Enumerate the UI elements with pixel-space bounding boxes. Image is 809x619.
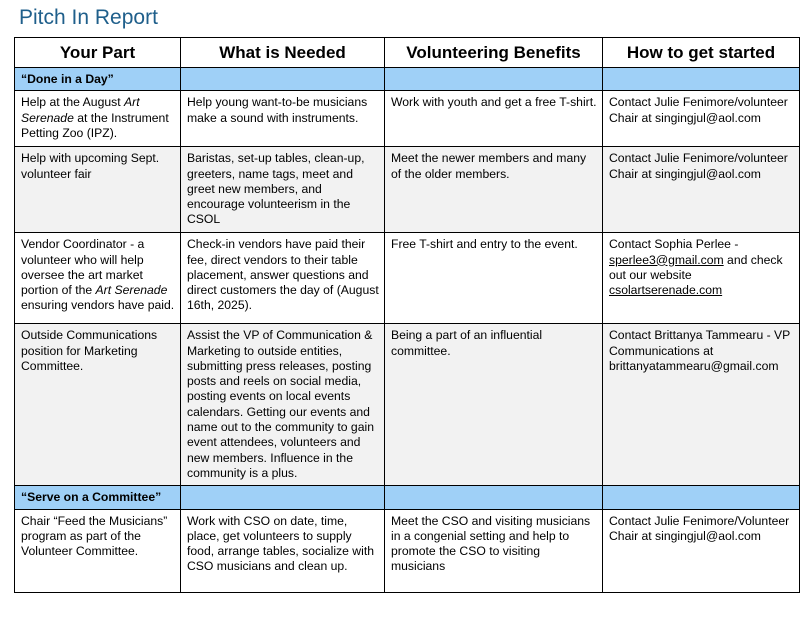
section-label: “Done in a Day” [15, 68, 181, 91]
your-part-cell: Chair “Feed the Musicians” program as part of the Volunteer Committee. [15, 509, 181, 592]
header-volunteering-benefits: Volunteering Benefits [385, 38, 603, 68]
table-row [15, 147, 800, 233]
benefits-cell: Work with youth and get a free T-shirt. [385, 91, 603, 147]
section-row-serve-on-a-committee [15, 486, 800, 509]
benefits-cell: Being a part of an influential committee. [385, 324, 603, 486]
start-cell: Contact Sophia Perlee - sperlee3@gmail.com and check out our website csolartserenade.com [603, 233, 800, 324]
website-link[interactable]: csolartserenade.com [609, 283, 723, 298]
header-how-to-get-started: How to get started [603, 38, 800, 68]
header-what-is-needed: What is Needed [181, 38, 385, 68]
email-link[interactable]: sperlee3@gmail.com [609, 252, 724, 267]
table-row [15, 324, 800, 486]
table-row [15, 91, 800, 147]
needed-cell: Check-in vendors have paid their fee, direct vendors to their table placement, answer questions and direct customers the day of (August 16th, 2025). [181, 233, 385, 324]
start-cell: Contact Julie Fenimore/volunteer Chair at singingjul@aol.com [603, 147, 800, 233]
start-cell: Contact Julie Fenimore/volunteer Chair at singingjul@aol.com [603, 91, 800, 147]
needed-cell: Work with CSO on date, time, place, get volunteers to supply food, arrange tables, socialize with CSO musicians and clean up. [181, 509, 385, 592]
page-title: Pitch In Report [19, 6, 158, 29]
section-label: “Serve on a Committee” [15, 486, 181, 509]
header-your-part: Your Part [15, 38, 181, 68]
section-row-done-in-a-day [15, 68, 800, 91]
header-row [15, 38, 800, 68]
your-part-cell: Vendor Coordinator - a volunteer who will help oversee the art market portion of the Art Serenade ensuring vendors have paid. [15, 233, 181, 324]
needed-cell: Assist the VP of Communication & Marketing to outside entities, submitting press releases, posting posts and reels on social media, posting events on local events calendars. Getting our events and name out to the community to gain event attendees, volunteers and new members. Influence in the community is a plus. [181, 324, 385, 486]
needed-cell: Baristas, set-up tables, clean-up, greeters, name tags, meet and greet new members, and encourage volunteerism in the CSOL [181, 147, 385, 233]
benefits-cell: Free T-shirt and entry to the event. [385, 233, 603, 324]
start-cell: Contact Julie Fenimore/Volunteer Chair at singingjul@aol.com [603, 509, 800, 592]
benefits-cell: Meet the CSO and visiting musicians in a congenial setting and help to promote the CSO to visiting musicians [385, 509, 603, 592]
pitch-in-table [14, 37, 800, 593]
table-row [15, 233, 800, 324]
your-part-cell: Help with upcoming Sept. volunteer fair [15, 147, 181, 233]
table-row [15, 509, 800, 592]
needed-cell: Help young want-to-be musicians make a sound with instruments. [181, 91, 385, 147]
benefits-cell: Meet the newer members and many of the older members. [385, 147, 603, 233]
start-cell: Contact Brittanya Tammearu - VP Communications at brittanyatammearu@gmail.com [603, 324, 800, 486]
your-part-cell: Outside Communications position for Marketing Committee. [15, 324, 181, 486]
your-part-cell: Help at the August Art Serenade at the Instrument Petting Zoo (IPZ). [15, 91, 181, 147]
